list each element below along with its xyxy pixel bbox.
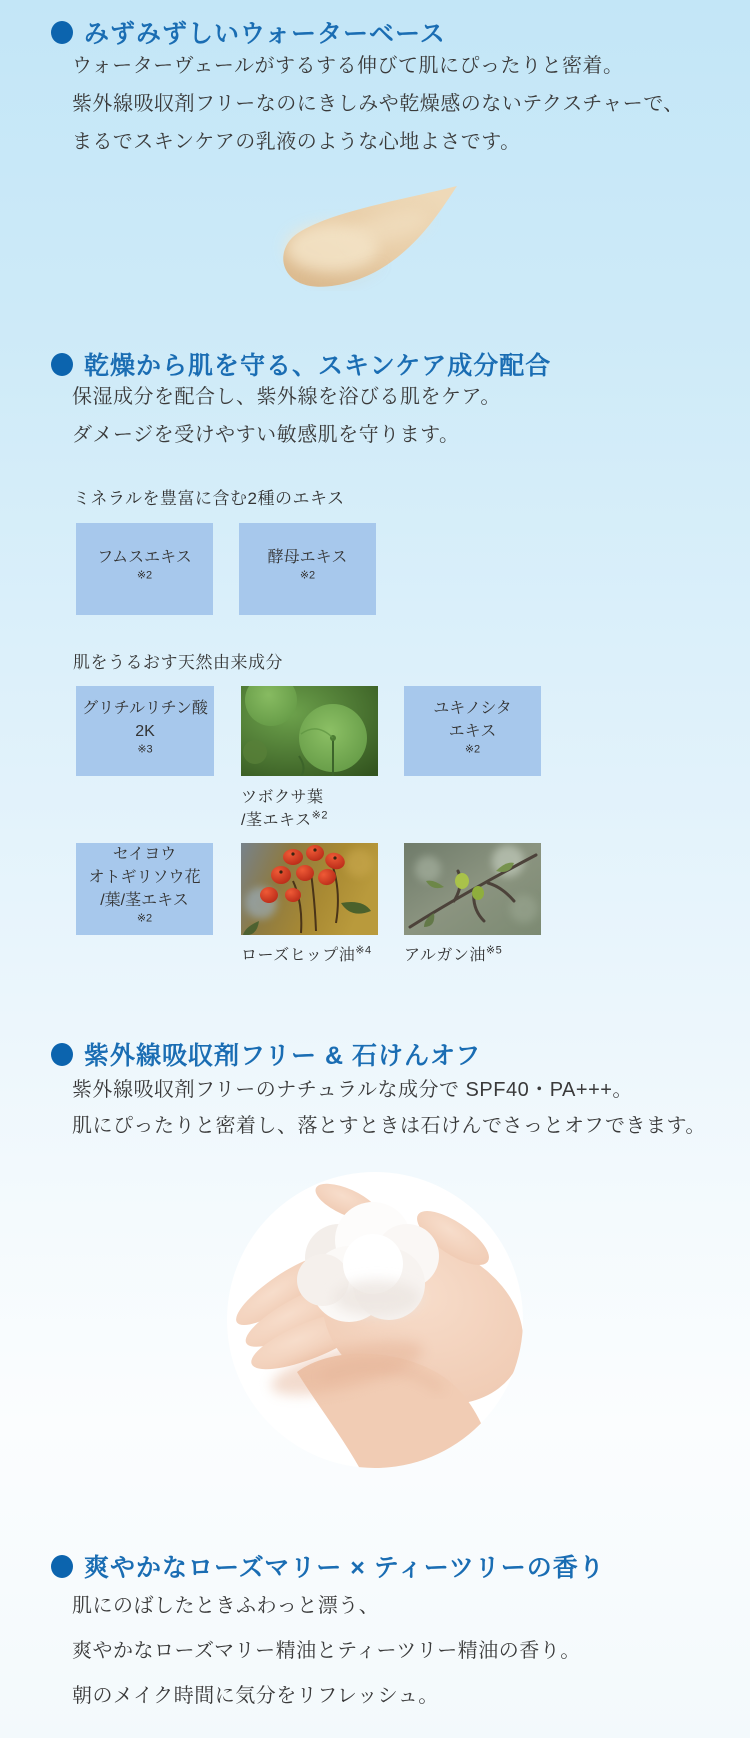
ingredient-name: フムスエキス $^{※2}$ <box>97 549 192 582</box>
text-line: 朝のメイク時間に気分をリフレッシュ。 <box>72 1685 439 1707</box>
footnote-mark: ※2 <box>299 569 316 582</box>
rosehip-caption: ローズヒップ油$^{※4}$ <box>241 944 372 964</box>
heading-text: 紫外線吸収剤フリー & 石けんオフ <box>84 1042 482 1070</box>
tsubokusa-leaf-photo <box>241 686 378 776</box>
ingredient-box-yukinoshita <box>404 686 541 776</box>
heading-text: 乾燥から肌を守る、スキンケア成分配合 <box>84 352 552 380</box>
caption-line: /茎エキス$^{※2}$ <box>241 809 328 829</box>
ingredient-name: グリチルリチン酸 <box>82 699 208 717</box>
section-heading-water-base <box>51 14 446 50</box>
caption-line: ツボクサ葉 <box>241 789 324 806</box>
ingredient-name: 2K $^{※3}$ <box>135 722 155 756</box>
ingredient-box-glycyrrhizin <box>76 686 214 776</box>
rosehip-photo <box>241 843 378 935</box>
argan-caption: アルガン油$^{※5}$ <box>404 944 503 964</box>
ingredient-name: エキス $^{※2}$ <box>448 722 497 756</box>
text-line: 保湿成分を配合し、紫外線を浴びる肌をケア。 <box>72 386 501 408</box>
ingredient-name: ユキノシタ <box>433 699 512 717</box>
ingredient-box-yeast-extract <box>239 523 376 615</box>
text-line: ダメージを受けやすい敏感肌を守ります。 <box>72 424 460 446</box>
section-heading-fragrance <box>51 1548 605 1584</box>
section-heading-soap-off <box>51 1036 481 1072</box>
heading-text: 爽やかなローズマリー × ティーツリーの香り <box>84 1554 605 1582</box>
footnote-mark: ※2 <box>136 569 153 582</box>
bullet-icon <box>51 21 73 44</box>
argan-photo <box>404 843 541 935</box>
text-line: まるでスキンケアの乳液のような心地よさです。 <box>72 131 521 153</box>
tsubokusa-caption <box>241 786 328 832</box>
cream-swatch-image <box>270 176 465 300</box>
text-line: 肌にぴったりと密着し、落とすときは石けんでさっとオフできます。 <box>72 1115 706 1137</box>
text-line: 紫外線吸収剤フリーなのにきしみや乾燥感のないテクスチャーで、 <box>72 93 684 115</box>
section-heading-skincare <box>51 346 551 382</box>
bullet-icon <box>51 1555 73 1578</box>
ingredient-name: セイヨウ <box>112 846 177 863</box>
water-base-description <box>72 47 684 161</box>
bullet-icon <box>51 353 73 376</box>
skincare-description <box>72 378 501 454</box>
ingredient-box-seiyou-otogirisou <box>76 843 213 935</box>
ingredient-name: 酵母エキス $^{※2}$ <box>267 549 348 582</box>
footnote-mark: ※2 <box>136 912 153 925</box>
mineral-extract-label: ミネラルを豊富に含む2種のエキス <box>73 489 345 508</box>
text-line: 紫外線吸収剤フリーのナチュラルな成分で SPF40・PA+++。 <box>72 1079 633 1101</box>
footnote-mark: ※2 <box>311 809 328 822</box>
foam-hands-photo <box>227 1172 523 1468</box>
natural-ingredient-label: 肌をうるおす天然由来成分 <box>73 653 283 672</box>
ingredient-box-humus-extract <box>76 523 213 615</box>
text-line: 肌にのばしたときふわっと漂う、 <box>72 1595 380 1617</box>
footnote-mark: ※4 <box>355 944 372 957</box>
footnote-mark: ※3 <box>137 743 153 756</box>
ingredient-name: オトギリソウ花 <box>88 869 201 886</box>
ingredient-name: /葉/茎エキス $^{※2}$ <box>100 892 189 925</box>
heading-text: みずみずしいウォーターベース <box>84 20 446 48</box>
fragrance-description <box>72 1584 581 1719</box>
text-line: 爽やかなローズマリー精油とティーツリー精油の香り。 <box>72 1640 581 1662</box>
footnote-mark: ※2 <box>464 743 481 756</box>
text-line: ウォーターヴェールがするする伸びて肌にぴったりと密着。 <box>72 55 624 77</box>
footnote-mark: ※5 <box>485 944 503 957</box>
bullet-icon <box>51 1043 73 1066</box>
soap-off-description <box>72 1072 706 1144</box>
